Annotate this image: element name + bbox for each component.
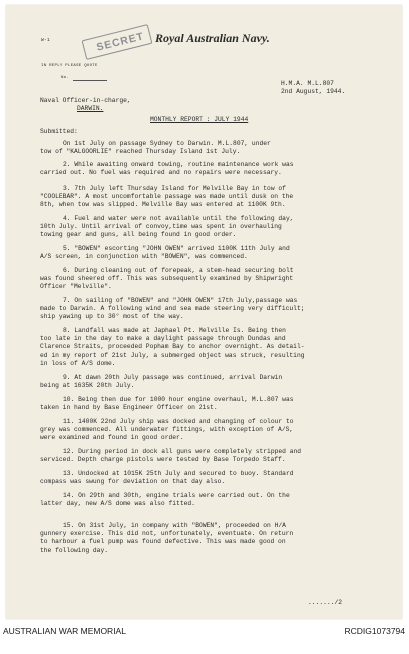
paragraph-1-line-2: tow of "KALGOORLIE" reached Thursday Island 1st July. (40, 148, 241, 156)
addressee-place: DARWIN. (77, 105, 104, 112)
paragraph-4-line-1: 4. Fuel and water were not available until the following day, (63, 215, 294, 222)
page-continuation: ......./2 (308, 599, 343, 606)
paragraph-9-line-2: being at 1635K 20th July. (40, 382, 135, 390)
submitted-label: Submitted: (40, 128, 78, 135)
paragraph-8-line-5: in loss of A/S dome. (40, 359, 116, 367)
paragraph-8-line-4: ed in my report of 21st July, a submerged object was struck, resulting (40, 351, 305, 359)
paragraph-2-line-2: carried out. No fuel was required and no repairs were necessary. (40, 169, 282, 177)
footer-record-id: RCDIG1073794 (344, 626, 405, 636)
paragraph-8-line-2: too late in the day to make a daylight passage through Dundas and (40, 335, 286, 343)
letterhead-title: Royal Australian Navy. (155, 31, 270, 45)
paragraph-3-line-3: 8th, when tow was slipped. Melville Bay was entered at 1100K 9th. (40, 201, 286, 209)
footer-source: AUSTRALIAN WAR MEMORIAL (3, 626, 126, 636)
paragraph-3-line-2: "COOLEBAR". A most uncomfortable passage was made until dusk on the (40, 193, 294, 201)
paragraph-13-line-2: compass was swung for deviation on that day also. (40, 478, 226, 486)
paragraph-12-line-1: 12. During period in dock all guns were completely stripped and (63, 448, 302, 455)
paragraph-4-line-2: 10th July. Until arrival of convoy,time was spent in overhauling (40, 223, 282, 231)
report-title: MONTHLY REPORT : JULY 1944 (150, 116, 249, 123)
paragraph-6-line-3: Officer "Melville". (40, 283, 112, 291)
addressee: Naval Officer-in-charge, (40, 97, 131, 104)
paragraph-15-line-3: to harbour a fuel pump was found defective. This was made good on (40, 538, 286, 546)
paragraph-8-line-1: 8. Landfall was made at Japhael Pt. Melville Is. Being then (63, 327, 286, 334)
paragraph-6-line-1: 6. During cleaning out of forepeak, a stem-head securing bolt (63, 267, 294, 274)
paragraph-15-line-2: gunnery exercise. This did not, unfortunately, eventuate. On return (40, 530, 294, 538)
paragraph-13-line-1: 13. Undocked at 1015K 25th July and secured to buoy. Standard (63, 470, 294, 477)
reply-note: IN REPLY PLEASE QUOTE (41, 64, 98, 68)
paragraph-7-line-3: ship yawing up to 30° most of the way. (40, 313, 184, 321)
paragraph-9-line-1: 9. At dawn 20th July passage was continued, arrival Darwin (63, 374, 283, 381)
paragraph-12-line-2: serviced. Depth charge pistols were tested by Base Torpedo Staff. (40, 456, 286, 464)
paragraph-2-line-1: 2. While awaiting onward towing, routine maintenance work was (63, 161, 294, 168)
paragraph-10-line-2: taken in hand by Base Engineer Officer on 21st. (40, 404, 218, 412)
paragraph-3-line-1: 3. 7th July left Thursday Island for Melville Bay in tow of (63, 185, 286, 192)
paragraph-1-line-1: On 1st July on passage Sydney to Darwin. M.L.807, under (63, 140, 271, 147)
paragraph-11-line-3: were examined and found in good order. (40, 434, 184, 442)
paragraph-8-line-3: Clarence Straits, proceeded Popham Bay to anchor overnight. As detail- (40, 343, 305, 351)
secret-stamp: SECRET (95, 30, 146, 54)
number-label: No. (61, 76, 70, 80)
paragraph-11-line-1: 11. 1400K 22nd July ship was docked and changing of colour to (63, 418, 294, 425)
paragraph-10-line-1: 10. Being then due for 1000 hour engine overhaul, M.L.807 was (63, 396, 294, 403)
paragraph-15-line-4: the following day. (40, 546, 109, 554)
paragraph-4-line-3: towing gear and guns, all being found in good order. (40, 231, 237, 239)
number-rule (73, 80, 107, 81)
reference-mark: W-1 (41, 38, 51, 43)
paragraph-14-line-2: latter day, new A/S dome was also fitted. (40, 500, 195, 508)
vessel-identifier: H.M.A. M.L.807 (281, 80, 334, 87)
paragraph-6-line-2: was found sheered off. This was subsequently examined by Shipwright (40, 275, 294, 283)
paragraph-5-line-1: 5. "BOWEN" escorting "JOHN OWEN" arrived 1100K 11th July and (63, 245, 290, 252)
paragraph-7-line-2: made to Darwin. A following wind and sea made steering very difficult; (40, 305, 305, 313)
paragraph-5-line-2: A/S screen, in conjunction with "BOWEN", was commenced. (40, 253, 248, 261)
paragraph-14-line-1: 14. On 29th and 30th, engine trials were carried out. On the (63, 492, 290, 499)
paragraph-15-line-1: 15. On 31st July, in company with "BOWEN", proceeded on H/A (63, 522, 286, 529)
paragraph-7-line-1: 7. On sailing of "BOWEN" and "JOHN OWEN" 17th July,passage was (63, 297, 298, 304)
letter-date: 2nd August, 1944. (281, 88, 346, 95)
paragraph-11-line-2: grey was commenced. All underwater fittings, with exception of A/S, (40, 426, 294, 434)
